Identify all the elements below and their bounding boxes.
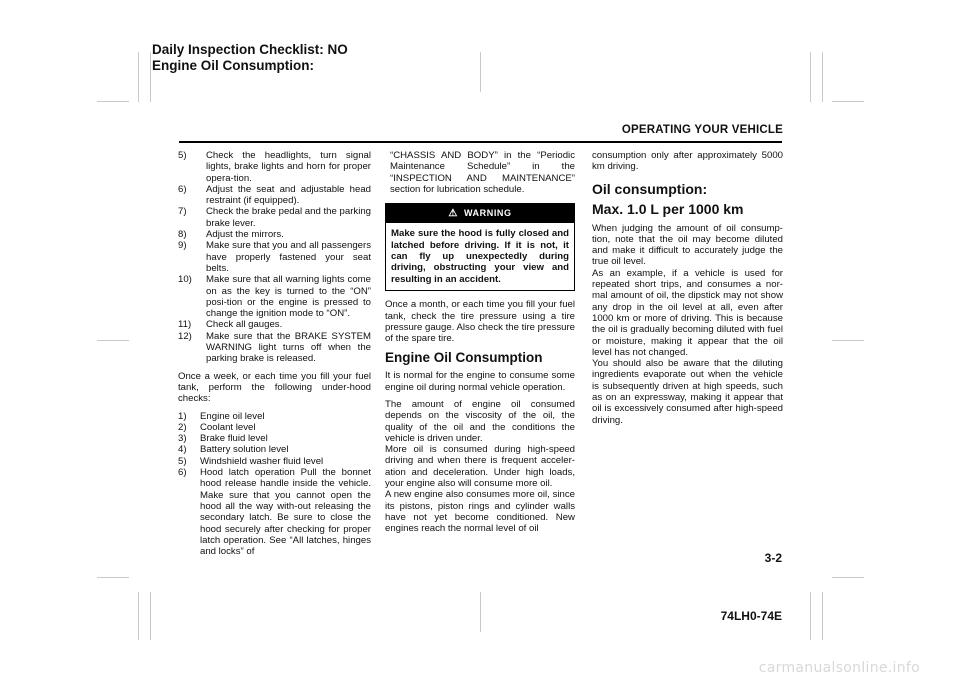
tire-pressure-paragraph: Once a month, or each time you fill your fuel tank, check the tire pressure using a tire pressure gauge. Also check the tire pressure of the spare tire.: [385, 299, 575, 345]
crop-mark: [810, 52, 811, 102]
section-title: OPERATING YOUR VEHICLE: [621, 124, 783, 136]
list-item: 12) Make sure that the BRAKE SYSTEM WARNING light turns off when the parking brake is released.: [178, 330, 371, 365]
list-item: 10) Make sure that all warning lights come on as the key is turned to the “ON” posi-tion or the engine is pressed to change the ignition mode to “ON”.: [178, 274, 371, 320]
column-1: [178, 150, 371, 563]
paragraph: As an example, if a vehicle is used for repeated short trips, and consumes a nor-mal amount of oil, the dipstick may not show any drop in the oil level at all, even after 1000 km or more of driving. This is because the oil is gradually becoming diluted with fuel or moisture, making it appear that the oil level has not changed.: [592, 267, 783, 358]
crop-mark: [822, 592, 823, 640]
crop-mark: [138, 592, 139, 640]
crop-mark: [97, 101, 129, 102]
daily-checklist: [178, 150, 371, 365]
column-2: [385, 150, 575, 535]
crop-mark: [138, 52, 139, 102]
list-item: 5) Check the headlights, turn signal lights, brake lights and horn for proper opera-tion.: [178, 150, 371, 184]
list-item: 7) Check the brake pedal and the parking brake lever.: [178, 206, 371, 229]
warning-box: [385, 203, 575, 291]
crop-mark: [832, 577, 864, 578]
header-rule: [179, 141, 782, 143]
warning-text: Make sure the hood is fully closed and latched before driving. If it is not, it can fly up unexpectedly during driving, obstructing your view and resulting in an accident.: [391, 228, 569, 285]
paragraph: When judging the amount of oil consump-tion, note that the oil may become diluted and make it difficult to accurately judge the true oil level.: [592, 222, 783, 268]
warning-header: [386, 204, 574, 223]
list-item: 9) Make sure that you and all passengers have properly fastened your seat belts.: [178, 240, 371, 274]
list-item: 4) Battery solution level: [178, 444, 289, 456]
crop-mark: [480, 592, 481, 632]
crop-mark: [832, 101, 864, 102]
paragraph: consumption only after approximately 5000 km driving.: [592, 150, 783, 173]
paragraph: The amount of engine oil consumed depends on the viscosity of the oil, the quality of the oil and the conditions the vehicle is driven under.: [385, 399, 575, 444]
list-item: 8) Adjust the mirrors.: [178, 229, 284, 241]
underhood-checklist: [178, 411, 371, 558]
engine-oil-heading: Engine Oil Consumption: [385, 350, 543, 366]
footer-watermark: carmanualsonline.info: [758, 660, 920, 676]
header-note: Daily Inspection Checklist: NO Engine Oil Consumption:: [152, 42, 348, 73]
paragraph: You should also be aware that the diluting ingredients evaporate out when the vehicle is subsequently driven at high speeds, such as on an expressway, making it appear that oil is excessively consumed after high-speed driving.: [592, 358, 783, 426]
list-item: 11) Check all gauges.: [178, 319, 283, 331]
oil-consumption-heading: Oil consumption: Max. 1.0 L per 1000 km: [592, 180, 744, 217]
crop-mark: [97, 577, 129, 578]
page-number: 3-2: [764, 551, 782, 565]
list-item: 2) Coolant level: [178, 421, 256, 433]
warning-label: WARNING: [463, 208, 512, 219]
crop-mark: [810, 592, 811, 640]
crop-mark: [822, 52, 823, 102]
paragraph: More oil is consumed during high-speed driving and when there is frequent acceler-ation and deceleration. Under high loads, your engine also will consume more oil.: [385, 444, 575, 490]
document-code: 74LH0-74E: [720, 609, 782, 623]
weekly-intro: Once a week, or each time you fill your fuel tank, perform the following under-hood checks:: [178, 370, 371, 405]
paragraph: A new engine also consumes more oil, since its pistons, piston rings and cylinder walls have not yet become conditioned. New engines reach the normal level of oil: [385, 489, 575, 535]
lubrication-note: “CHASSIS AND BODY” in the “Periodic Maintenance Schedule” in the “INSPECTION AND MAINTENANCE” section for lubrication schedule.: [390, 150, 575, 195]
column-3: [592, 150, 783, 426]
crop-mark: [480, 52, 481, 92]
crop-mark: [832, 340, 864, 341]
crop-mark: [150, 52, 151, 102]
list-item: 5) Windshield washer fluid level: [178, 455, 324, 467]
crop-mark: [97, 340, 129, 341]
paragraph: It is normal for the engine to consume some engine oil during normal vehicle operation.: [385, 370, 575, 393]
list-item: 3) Brake fluid level: [178, 433, 268, 445]
list-item: 6) Adjust the seat and adjustable head restraint (if equipped).: [178, 183, 371, 207]
list-item: 6) Hood latch operation Pull the bonnet hood release handle inside the vehicle. Make sure that you cannot open the hood all the way with-out releasing the secondary latch. Be sure to close the hood securely after checking for proper latch operation. See “All latches, hinges and locks” of: [178, 467, 371, 558]
list-item: 1) Engine oil level: [178, 410, 265, 422]
crop-mark: [150, 592, 151, 640]
warning-triangle-icon: ⚠: [448, 208, 458, 220]
